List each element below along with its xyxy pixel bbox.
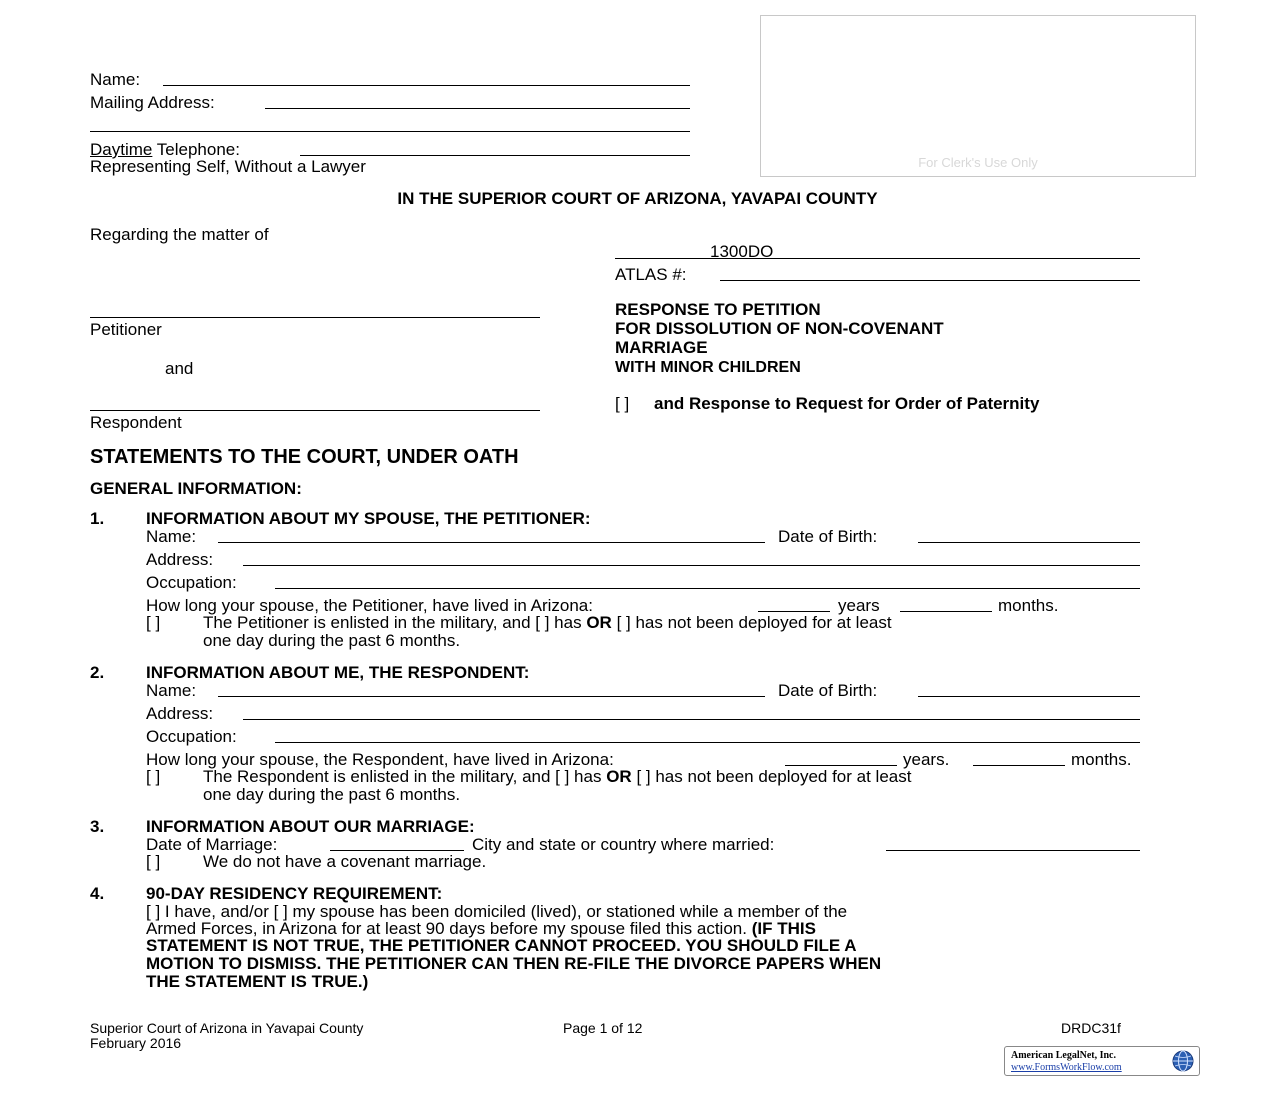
regarding-label: Regarding the matter of xyxy=(90,225,269,244)
petitioner-military-checkbox[interactable]: [ ] xyxy=(146,613,161,632)
respondent-name-input[interactable] xyxy=(218,696,765,697)
doc-title-line-1: RESPONSE TO PETITION xyxy=(615,300,821,319)
respondent-years-input[interactable] xyxy=(785,765,897,766)
doc-title-line-4: WITH MINOR CHILDREN xyxy=(615,359,801,376)
section-2-number: 2. xyxy=(90,663,105,682)
telephone-label: Daytime Telephone: xyxy=(90,140,240,159)
petitioner-months-label: months. xyxy=(998,596,1059,615)
footer-date: February 2016 xyxy=(90,1035,182,1051)
logo-url[interactable]: www.FormsWorkFlow.com xyxy=(1011,1062,1122,1073)
case-number: 1300DO xyxy=(710,242,774,261)
petitioner-dob-label: Date of Birth: xyxy=(778,527,878,546)
logo-company: American LegalNet, Inc. xyxy=(1011,1050,1116,1061)
section-2-title: INFORMATION ABOUT ME, THE RESPONDENT: xyxy=(146,663,530,682)
respondent-name-field[interactable] xyxy=(90,410,540,411)
petitioner-label: Petitioner xyxy=(90,320,162,339)
marriage-place-input[interactable] xyxy=(886,850,1140,851)
clerk-use-box xyxy=(760,15,1196,177)
respondent-name-label: Name: xyxy=(146,681,197,700)
paternity-checkbox[interactable]: [ ] xyxy=(615,394,630,413)
atlas-label: ATLAS #: xyxy=(615,265,687,284)
respondent-label: Respondent xyxy=(90,413,182,432)
petitioner-months-input[interactable] xyxy=(900,611,992,612)
petitioner-dob-input[interactable] xyxy=(918,542,1140,543)
petitioner-occupation-input[interactable] xyxy=(275,588,1140,589)
petitioner-military-text: The Petitioner is enlisted in the military, and [ ] has OR [ ] has not been deployed for at least xyxy=(203,613,892,632)
section-3-number: 3. xyxy=(90,817,105,836)
respondent-military-checkbox[interactable]: [ ] xyxy=(146,767,161,786)
respondent-dob-input[interactable] xyxy=(918,696,1140,697)
petitioner-address-label: Address: xyxy=(146,550,214,569)
residency-line-3: STATEMENT IS NOT TRUE, THE PETITIONER CANNOT PROCEED. YOU SHOULD FILE A xyxy=(146,936,857,955)
name-field[interactable] xyxy=(163,85,690,86)
respondent-dob-label: Date of Birth: xyxy=(778,681,878,700)
respondent-years-label: years. xyxy=(903,750,950,769)
section-3-title: INFORMATION ABOUT OUR MARRIAGE: xyxy=(146,817,475,836)
covenant-checkbox[interactable]: [ ] xyxy=(146,852,161,871)
marriage-date-input[interactable] xyxy=(330,850,464,851)
court-title: IN THE SUPERIOR COURT OF ARIZONA, YAVAPAI COUNTY xyxy=(397,189,878,208)
section-4-number: 4. xyxy=(90,884,105,903)
case-number-field[interactable] xyxy=(615,258,1140,259)
name-label: Name: xyxy=(90,70,141,89)
and-label: and xyxy=(165,359,194,378)
petitioner-name-label: Name: xyxy=(146,527,197,546)
petitioner-occupation-label: Occupation: xyxy=(146,573,237,592)
respondent-months-input[interactable] xyxy=(973,765,1065,766)
residency-line-1: [ ] I have, and/or [ ] my spouse has been domiciled (lived), or stationed while a member of the xyxy=(146,902,848,921)
mailing-address-field[interactable] xyxy=(265,108,690,109)
petitioner-address-input[interactable] xyxy=(243,565,1140,566)
doc-title-line-3: MARRIAGE xyxy=(615,338,708,357)
respondent-occupation-input[interactable] xyxy=(275,742,1140,743)
footer-court: Superior Court of Arizona in Yavapai County xyxy=(90,1020,364,1036)
respondent-address-label: Address: xyxy=(146,704,214,723)
petitioner-name-field[interactable] xyxy=(90,317,540,318)
petitioner-lived-label: How long your spouse, the Petitioner, have lived in Arizona: xyxy=(146,596,593,615)
residency-line-2: Armed Forces, in Arizona for at least 90 days before my spouse filed this action. (IF THIS xyxy=(146,919,816,938)
respondent-address-input[interactable] xyxy=(243,719,1140,720)
respondent-military-text-2: one day during the past 6 months. xyxy=(203,785,461,804)
footer-page: Page 1 of 12 xyxy=(563,1020,643,1036)
section-4-title: 90-DAY RESIDENCY REQUIREMENT: xyxy=(146,884,443,903)
general-info-heading: GENERAL INFORMATION: xyxy=(90,479,302,498)
globe-icon xyxy=(1171,1049,1195,1073)
marriage-place-label: City and state or country where married: xyxy=(472,835,775,854)
covenant-text: We do not have a covenant marriage. xyxy=(203,852,487,871)
petitioner-name-input[interactable] xyxy=(218,542,765,543)
mailing-address-field-2[interactable] xyxy=(90,131,690,132)
respondent-lived-label: How long your spouse, the Respondent, have lived in Arizona: xyxy=(146,750,614,769)
respondent-months-label: months. xyxy=(1071,750,1132,769)
respondent-military-text: The Respondent is enlisted in the military, and [ ] has OR [ ] has not been deployed for at least xyxy=(203,767,912,786)
residency-line-5: THE STATEMENT IS TRUE.) xyxy=(146,972,369,991)
mailing-address-label: Mailing Address: xyxy=(90,93,215,112)
paternity-label: and Response to Request for Order of Paternity xyxy=(654,394,1040,413)
representing-text: Representing Self, Without a Lawyer xyxy=(90,157,366,176)
petitioner-years-input[interactable] xyxy=(758,611,830,612)
marriage-date-label: Date of Marriage: xyxy=(146,835,278,854)
atlas-field[interactable] xyxy=(720,280,1140,281)
residency-line-4: MOTION TO DISMISS. THE PETITIONER CAN THEN RE-FILE THE DIVORCE PAPERS WHEN xyxy=(146,954,882,973)
legalnet-logo xyxy=(1004,1046,1200,1076)
section-1-number: 1. xyxy=(90,509,105,528)
section-1-title: INFORMATION ABOUT MY SPOUSE, THE PETITIONER: xyxy=(146,509,591,528)
telephone-field[interactable] xyxy=(300,155,690,156)
petitioner-military-text-2: one day during the past 6 months. xyxy=(203,631,461,650)
clerk-use-label: For Clerk's Use Only xyxy=(918,155,1038,170)
footer-form-code: DRDC31f xyxy=(1061,1020,1121,1036)
doc-title-line-2: FOR DISSOLUTION OF NON-COVENANT xyxy=(615,319,944,338)
respondent-occupation-label: Occupation: xyxy=(146,727,237,746)
statements-heading: STATEMENTS TO THE COURT, UNDER OATH xyxy=(90,446,519,468)
petitioner-years-label: years xyxy=(838,596,880,615)
